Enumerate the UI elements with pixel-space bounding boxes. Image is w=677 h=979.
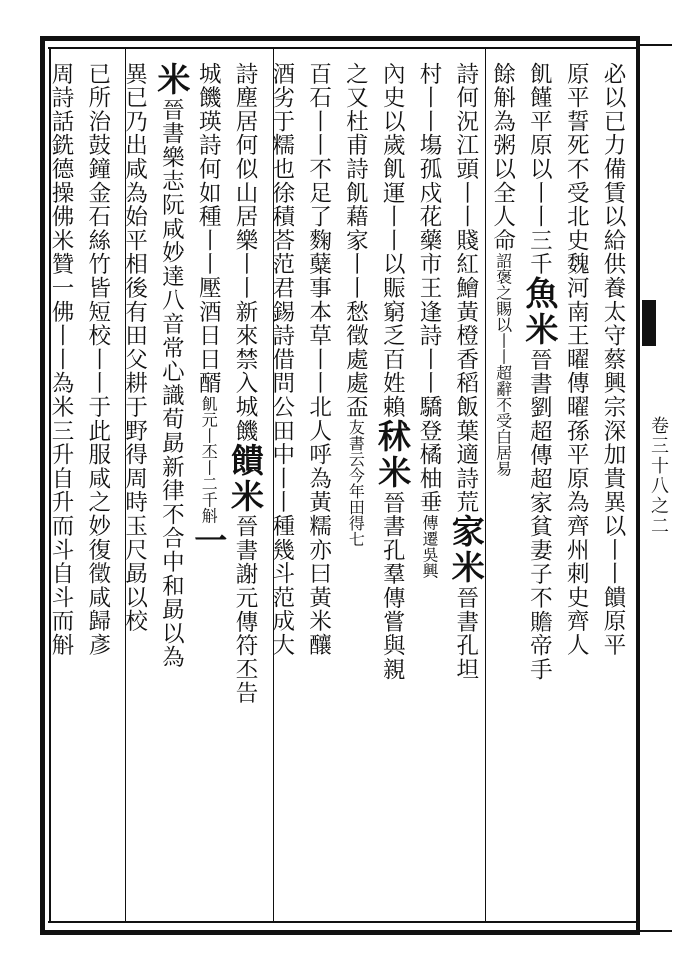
- body-text: 晉書謝元傳符丕告: [232, 514, 258, 706]
- frame-right: [636, 36, 640, 935]
- body-text: 晉書孔羣傳嘗與親: [379, 491, 406, 682]
- body-text: 已所治鼓鐘金石絲竹皆短校丨丨于此服咸之妙復徵咸歸彥: [84, 62, 111, 657]
- body-text: 晉書樂志阮咸妙達八音常心識荀勗新律不合中和勗以為: [158, 98, 185, 670]
- body-text: 飢饉平原以丨丨三千: [526, 62, 553, 277]
- body-text: 周詩話銑德操佛米贊一佛丨丨為米三升自升而斗自斗而斛: [48, 62, 74, 657]
- text-column: [412, 62, 446, 914]
- frame-top-inner: [48, 47, 640, 49]
- body-text: 異已乃出咸為始平相後有田父耕于野得周時玉尺勗以校: [121, 62, 148, 634]
- frame-top-outer: [40, 36, 640, 41]
- text-column: [373, 62, 413, 914]
- fishtail-block: [642, 300, 656, 346]
- text-column: [302, 62, 336, 914]
- text-column: [189, 62, 229, 914]
- body-text: 詩何況江頭丨丨賤紅鱠黃橙香稻飯葉適詩荒: [452, 62, 479, 515]
- heading-term: 魚米: [520, 276, 560, 349]
- body-text: 詩塵居何似山居樂丨丨新來禁入城饑: [232, 62, 258, 443]
- text-column: [118, 62, 152, 914]
- text-column: [226, 62, 265, 914]
- body-text: 晉書劉超傳超家貧妻子不贍帝手: [526, 348, 553, 682]
- note-text: 傳遷吳興: [420, 514, 439, 579]
- margin-bottom-line: [640, 930, 672, 932]
- text-column: [152, 62, 192, 914]
- note-text: 友書云今年田得七: [346, 419, 366, 547]
- note-text: 詔褒之賜以丨丨超辭不受白居易: [493, 252, 513, 477]
- heading-term: 家米: [446, 514, 486, 587]
- text-column: [559, 62, 593, 914]
- text-column: [44, 62, 78, 914]
- text-column: [81, 62, 115, 914]
- body-text: 晉書孔坦: [452, 586, 479, 682]
- text-column: [520, 62, 560, 914]
- text-column: [338, 62, 372, 914]
- heading-term: 一: [189, 523, 229, 560]
- body-text: 百石丨丨不足了麴糵事本草丨丨北人呼為黃糯亦曰黃米釀: [305, 62, 332, 657]
- frame-bottom-outer: [40, 930, 640, 935]
- body-text: 必以已力備賃以給供養太守蔡興宗深加貴異以丨丨饋原平: [600, 62, 626, 657]
- body-text: 餘斛為粥以全人命: [489, 62, 516, 253]
- text-column: [446, 62, 486, 914]
- chapter-label: 卷三十八之二: [648, 416, 669, 536]
- heading-term: 米: [152, 62, 192, 98]
- body-text: 城饑瑛詩何如種丨丨壓酒日日醑: [195, 62, 222, 396]
- body-text: 之又杜甫詩飢藉家丨丨愁徵處處盃: [342, 62, 369, 419]
- body-text: 村丨丨塲孤戍花藥市王逢詩丨丨驕登橘柚垂: [416, 62, 442, 515]
- text-column: [486, 62, 520, 914]
- note-text: 飢元丨丕丨二千斛: [199, 395, 219, 524]
- text-column: [265, 62, 299, 914]
- heading-term: 饋米: [226, 442, 265, 515]
- margin-top-line: [640, 44, 672, 46]
- body-text: 原平誓死不受北史魏河南王曜傳曜孫平原為齊州刺史齊人: [563, 62, 590, 657]
- text-column: [596, 62, 630, 914]
- heading-term: 秫米: [373, 419, 413, 491]
- frame-bottom-inner: [48, 921, 640, 923]
- body-text: 酒劣于糯也徐積荅范君錫詩借問公田中丨丨種幾斗范成大: [268, 62, 295, 657]
- body-text: 內史以歲飢運丨丨以賑窮乏百姓賴: [379, 62, 406, 419]
